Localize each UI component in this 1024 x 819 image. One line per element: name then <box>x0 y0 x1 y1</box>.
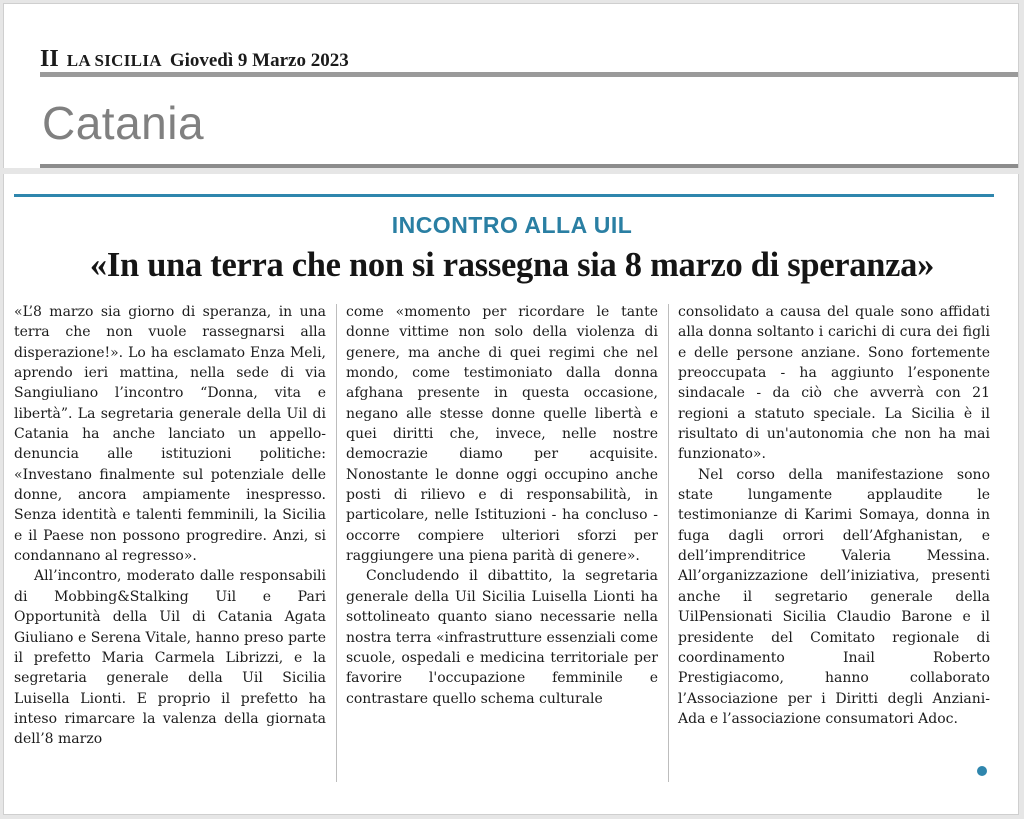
issue-date: Giovedì 9 Marzo 2023 <box>169 50 349 71</box>
article-kicker: INCONTRO ALLA UIL <box>391 212 633 238</box>
paragraph: All’incontro, moderato dalle responsabili di Mobbing&Stalking Uil e Pari Opportunità della Uil di Catania Agata Giuliano e Serena Vitale, hanno preso parte il prefetto Maria Carmela Librizzi, e la segretaria generale della Uil Sicilia Luisella Lionti. E proprio il prefetto ha inteso rimarcare la valenza della giornata dell’8 marzo <box>14 568 326 748</box>
masthead <box>40 46 349 73</box>
article-column-3 <box>678 302 990 729</box>
article-headline: «In una terra che non si rassegna sia 8 marzo di speranza» <box>89 246 935 284</box>
section-title: Catania <box>42 97 205 149</box>
paragraph: come «momento per ricordare le tante donne vittime non solo della violenza di genere, ma anche di quei regimi che nel mondo, come testimoniato dalla donna afghana presente in questa occasione, negano alle stesse donne quelle libertà e quei diritti che, invece, nelle nostre democrazie diamo per acquisite. Nonostante le donne oggi occupino anche posti di rilievo e di responsabilità, in particolare, nelle Istituzioni - ha concluso - occorre compiere ulteriori sforzi per raggiungere una piena parità di genere». <box>346 304 658 565</box>
page-gap <box>0 168 1024 174</box>
paragraph: Concludendo il dibattito, la segretaria generale della Uil Sicilia Luisella Lionti ha sottolineato quanto siano necessarie nella nostra terra «infrastrutture essenziali come scuole, ospedali e medicina territoriale per favorire l'occupazione femminile e contrastare quello schema culturale <box>346 568 658 707</box>
article-top-rule <box>14 194 994 197</box>
page-number: II <box>40 46 59 72</box>
newspaper-name: LA SICILIA <box>66 51 162 70</box>
paragraph: «L’8 marzo sia giorno di speranza, in una terra che non vuole rassegnarsi alla disperazione!». Lo ha esclamato Enza Meli, aprendo ieri mattina, nella sede di via Sangiuliano l’incontro “Donna, vita e libertà”. La segretaria generale della Uil di Catania ha anche lanciato un appello-denuncia alle istituzioni politiche: «Investano finalmente sul potenziale delle donne, ancora ampiamente inespresso. Senza identità e talenti femminili, la Sicilia e il Paese non possono progredire. Anzi, si condannano al regresso». <box>14 304 326 565</box>
column-divider <box>668 304 669 782</box>
article-column-1 <box>14 302 326 750</box>
paragraph: consolidato a causa del quale sono affidati alla donna soltanto i carichi di cura dei figli e delle persone anziane. Sono fortemente preoccupata - ha aggiunto l’esponente sindacale - da ciò che avverrà con 21 regioni a statuto speciale. La Sicilia è il risultato di un'autonomia che non ha mai funzionato». <box>678 304 990 463</box>
masthead-rule <box>40 72 1018 77</box>
column-divider <box>336 304 337 782</box>
article-column-2 <box>346 302 658 709</box>
paragraph: Nel corso della manifestazione sono state lungamente applaudite le testimonianze di Karimi Somaya, donna in fuga dagli orrori dell’Afghanistan, e dell’imprenditrice Valeria Messina. All’organizzazione dell’iniziativa, presenti anche il segretario generale della UilPensionati Sicilia Claudio Barone e il presidente del Comitato regionale di coordinamento Inail Roberto Prestigiacomo, hanno collaborato l’Associazione per i Diritti degli Anziani-Ada e l’associazione consumatori Adoc. <box>678 466 990 727</box>
article-end-dot-icon <box>977 766 987 776</box>
